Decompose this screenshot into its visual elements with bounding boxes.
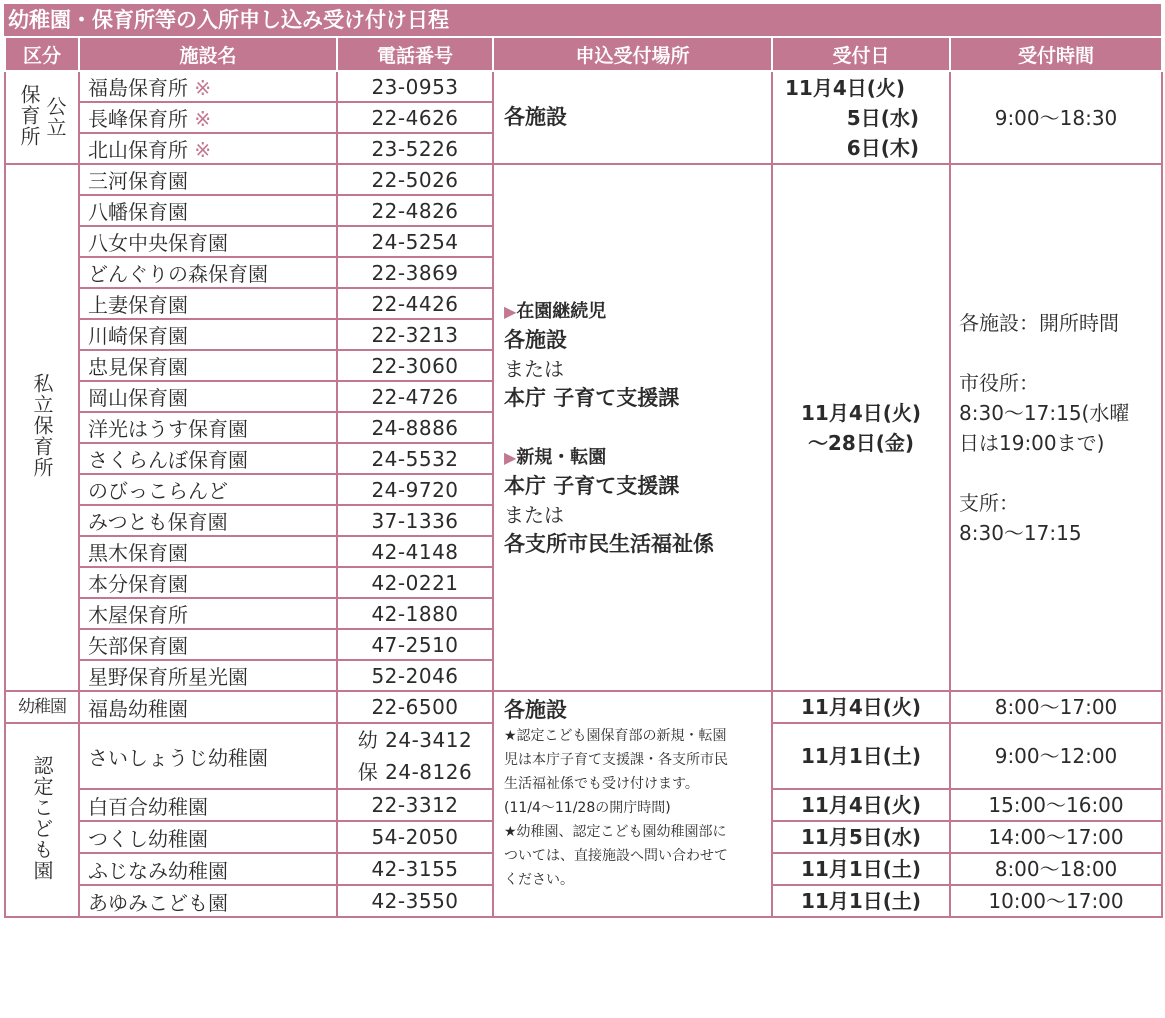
facility-phone: 22-4726	[337, 381, 493, 412]
triangle-icon: ▶	[504, 448, 517, 467]
table-row	[5, 691, 1162, 723]
kodomo-date: 11月1日(土)	[772, 853, 950, 885]
facility-name: 岡山保育園	[79, 381, 337, 412]
facility-phone: 24-5532	[337, 443, 493, 474]
kodomo-date: 11月1日(土)	[772, 723, 950, 789]
public-place: 各施設	[493, 71, 772, 164]
facility-phone: 幼 24-3412 保 24-8126	[337, 723, 493, 789]
page-title: 幼稚園・保育所等の入所申し込み受け付け日程	[4, 4, 1161, 36]
facility-name: ふじなみ幼稚園	[79, 853, 337, 885]
kodomo-time: 8:00〜18:00	[950, 853, 1162, 885]
facility-phone: 42-1880	[337, 598, 493, 629]
header-row	[5, 38, 1162, 71]
kodomo-time: 15:00〜16:00	[950, 789, 1162, 821]
facility-phone: 22-4426	[337, 288, 493, 319]
facility-name: 川崎保育園	[79, 319, 337, 350]
facility-name: 福島保育所 ※	[79, 71, 337, 102]
kodomo-date: 11月5日(水)	[772, 821, 950, 853]
facility-name: さいしょうじ幼稚園	[79, 723, 337, 789]
private-place: ▶在園継続児 各施設 または 本庁 子育て支援課 ▶新規・転園 本庁 子育て支援課 または 各支所市民生活福祉係	[493, 164, 772, 691]
header-place: 申込受付場所	[493, 38, 772, 71]
header-date: 受付日	[772, 38, 950, 71]
facility-name: 三河保育園	[79, 164, 337, 195]
facility-phone: 54-2050	[337, 821, 493, 853]
facility-phone: 22-3312	[337, 789, 493, 821]
kodomo-time: 14:00〜17:00	[950, 821, 1162, 853]
kodomo-date: 11月1日(土)	[772, 885, 950, 917]
category-kodomo: 認定こども園	[5, 723, 79, 917]
triangle-icon: ▶	[504, 302, 517, 321]
category-public	[5, 71, 79, 164]
facility-name: 八幡保育園	[79, 195, 337, 226]
facility-name: 本分保育園	[79, 567, 337, 598]
private-time: 各施設：開所時間 市役所： 8:30〜17:15(水曜 日は19:00まで) 支所： 8:30〜17:15	[950, 164, 1162, 691]
note-mark: ※	[194, 138, 212, 162]
facility-name: あゆみこども園	[79, 885, 337, 917]
facility-phone: 24-8886	[337, 412, 493, 443]
category-public-line1: 公立	[43, 95, 67, 138]
facility-phone: 22-3060	[337, 350, 493, 381]
public-time: 9:00〜18:30	[950, 71, 1162, 164]
facility-name: 八女中央保育園	[79, 226, 337, 257]
kindergarten-date: 11月4日(火)	[772, 691, 950, 723]
facility-phone: 22-5026	[337, 164, 493, 195]
facility-name: 北山保育所 ※	[79, 133, 337, 164]
facility-name: 長峰保育所 ※	[79, 102, 337, 133]
note-mark: ※	[194, 76, 212, 100]
facility-phone: 24-5254	[337, 226, 493, 257]
kodomo-place: 各施設 ★認定こども園保育部の新規・転園 児は本庁子育て支援課・各支所市民 生活福祉係でも受け付けます。 (11/4〜11/28の開庁時間) ★幼稚園、認定こども園幼稚園部に ついては、直接施設へ問い合わせて ください。	[493, 691, 772, 917]
category-public-line2: 保育所	[17, 83, 41, 147]
facility-name: さくらんぼ保育園	[79, 443, 337, 474]
facility-phone: 22-3869	[337, 257, 493, 288]
header-category: 区分	[5, 38, 79, 71]
facility-name: どんぐりの森保育園	[79, 257, 337, 288]
public-dates: 11月4日(火) 5日(水) 6日(木)	[772, 71, 950, 164]
header-time: 受付時間	[950, 38, 1162, 71]
kodomo-time: 9:00〜12:00	[950, 723, 1162, 789]
facility-phone: 47-2510	[337, 629, 493, 660]
facility-name: つくし幼稚園	[79, 821, 337, 853]
facility-name: 忠見保育園	[79, 350, 337, 381]
facility-phone: 22-4626	[337, 102, 493, 133]
category-kindergarten: 幼稚園	[5, 691, 79, 723]
facility-phone: 37-1336	[337, 505, 493, 536]
kodomo-time: 10:00〜17:00	[950, 885, 1162, 917]
facility-phone: 22-4826	[337, 195, 493, 226]
facility-name: 福島幼稚園	[79, 691, 337, 723]
facility-phone: 42-4148	[337, 536, 493, 567]
table-row	[5, 71, 1162, 102]
kodomo-date: 11月4日(火)	[772, 789, 950, 821]
facility-phone: 24-9720	[337, 474, 493, 505]
facility-name: 矢部保育園	[79, 629, 337, 660]
facility-name: 木屋保育所	[79, 598, 337, 629]
facility-name: 上妻保育園	[79, 288, 337, 319]
kindergarten-time: 8:00〜17:00	[950, 691, 1162, 723]
facility-phone: 22-3213	[337, 319, 493, 350]
header-facility: 施設名	[79, 38, 337, 71]
private-dates: 11月4日(火) 〜28日(金)	[772, 164, 950, 691]
facility-phone: 22-6500	[337, 691, 493, 723]
facility-phone: 42-0221	[337, 567, 493, 598]
category-private: 私立保育所	[5, 164, 79, 691]
facility-name: 洋光はうす保育園	[79, 412, 337, 443]
facility-name: 白百合幼稚園	[79, 789, 337, 821]
facility-name: みつとも保育園	[79, 505, 337, 536]
facility-phone: 52-2046	[337, 660, 493, 691]
facility-name: のびっこらんど	[79, 474, 337, 505]
facility-phone: 23-5226	[337, 133, 493, 164]
note-mark: ※	[194, 107, 212, 131]
table-row	[5, 164, 1162, 195]
header-phone: 電話番号	[337, 38, 493, 71]
facility-name: 黒木保育園	[79, 536, 337, 567]
facility-phone: 23-0953	[337, 71, 493, 102]
facility-phone: 42-3550	[337, 885, 493, 917]
facility-phone: 42-3155	[337, 853, 493, 885]
schedule-table	[4, 38, 1163, 918]
facility-name: 星野保育所星光園	[79, 660, 337, 691]
